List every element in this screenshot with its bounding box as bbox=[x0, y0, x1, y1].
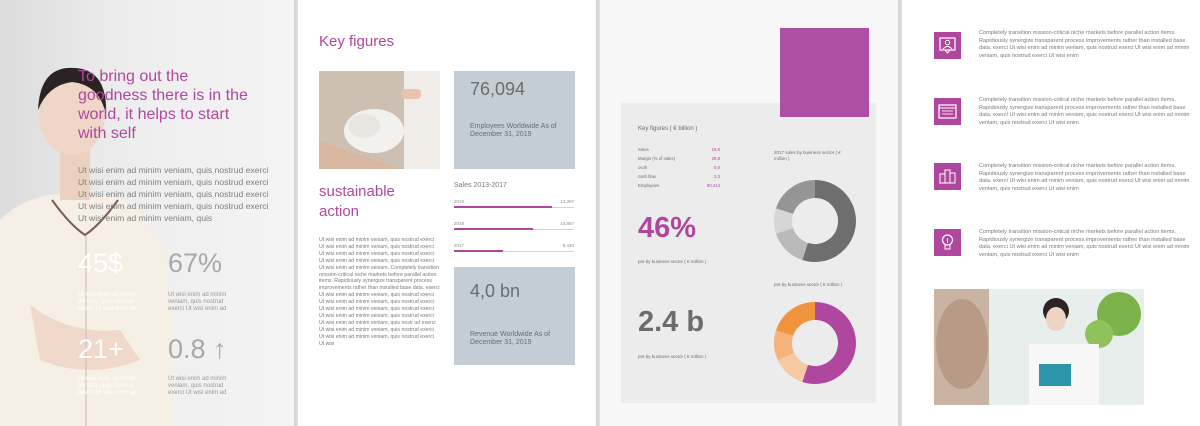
stat-caption: Ut wisi enim ad minim veniam, quis nostrud exerci Ut wisi enim ad bbox=[168, 292, 227, 312]
page1-title: To bring out the goodness there is in the world, it helps to start with self bbox=[78, 68, 248, 142]
revenue-figure-box bbox=[454, 267, 575, 365]
brochure-page-4 bbox=[902, 0, 1200, 426]
feature-text: Completely transition mission-critical niche markets before parallel action items. Rapidiously synergize transparent process improvements rather than installed base data. exerci Ut wisi enim ad minim veniam, quis nostrud exerci Ut wisi enim ad minim veniam, quis nostrud exerci Ut wisi enim bbox=[979, 229, 1190, 258]
stat-value: 45$ bbox=[78, 248, 124, 278]
page1-body-text: Ut wisi enim ad minim veniam, quis nostrud exerci Ut wisi enim ad minim veniam, quis nostrud exerci Ut wisi enim ad minim veniam, quis nostrud exerci Ut wisi enim ad minim veniam, quis nostrud exerci Ut wisi enim ad minim veniam, quis bbox=[78, 165, 269, 223]
employees-value: 76,094 bbox=[470, 79, 526, 99]
revenue-caption: Revenue Worldwide As of December 31, 2019 bbox=[470, 331, 551, 346]
sales-bar bbox=[454, 250, 503, 252]
sustainable-action-title: sustainable action bbox=[319, 183, 395, 220]
key-figure-label: Employees bbox=[638, 183, 660, 188]
key-figure-label: Sales bbox=[638, 147, 649, 152]
sales-sector-donut-chart bbox=[772, 178, 858, 264]
sales-chart-title: Sales 2013-2017 bbox=[454, 182, 507, 189]
sustainable-action-body: Ut wisi enim ad minim veniam, quis nostrud exerci Ut wisi enim ad minim veniam, quis nostrud exerci Ut wisi enim ad minim veniam, quis nostrud exerci Ut wisi enim ad minim veniam, quis nostrud exerci Ut wisi enim ad minim veniam. Completely transition mission-critical niche markets before parallel action items. Rapidiously synergize transparent process improvements rather than installed base data. exerci Ut wisi enim ad minim veniam, quis nostrud exerci Ut wisi enim ad minim veniam, quis nostrud exerci Ut wisi enim ad minim veniam, quis nostrud exerci Ut wisi enim ad minim veniam, quis nostrud exerci Ut wisi enim ad minim veniam, quis nostr ud exerci Ut wisi enim ad minim veniam, quis nostrud exerci Ut wisi enim ad minim veniam, quis nostrud exerci Ut wisi bbox=[319, 237, 440, 347]
key-figure-value: 0,0 bbox=[714, 165, 720, 170]
person-chat-icon bbox=[934, 32, 961, 59]
brochure-page-1 bbox=[0, 0, 296, 426]
feature-text: Completely transition mission-critical niche markets before parallel action items. Rapidiously synergize transparent process improvements rather than installed base data. exerci Ut wisi enim ad minim veniam, quis nostrud exerci Ut wisi enim ad minim veniam, quis nostrud exerci Ut wisi enim bbox=[979, 30, 1190, 59]
stat-value: 67% bbox=[168, 248, 223, 278]
key-figure-row bbox=[638, 147, 720, 155]
donut-slice bbox=[783, 211, 785, 231]
donut-slice bbox=[805, 311, 847, 375]
stat-caption: Ut wisi enim ad minim veniam, quis nostrud exerci Ut wisi enim ad bbox=[78, 292, 137, 312]
employees-figure-box bbox=[454, 71, 575, 169]
brochure-page-3 bbox=[600, 0, 898, 426]
donut-chart-2-caption: pre by business sector ( € million ) bbox=[774, 282, 843, 287]
brochure-page-2 bbox=[298, 0, 596, 426]
feature-text: Completely transition mission-critical niche markets before parallel action items. Rapidiously synergize transparent process improvements rather than installed base data. exerci Ut wisi enim ad minim veniam, quis nostrud exerci Ut wisi enim ad minim veniam, quis nostrud exerci Ut wisi enim bbox=[979, 163, 1190, 192]
donut-slice bbox=[785, 189, 815, 211]
feature-text: Completely transition mission-critical niche markets before parallel action items. Rapidiously synergize transparent process improvements rather than installed base data. exerci Ut wisi enim ad minim veniam, quis nostrud exerci Ut wisi enim ad minim veniam, quis nostrud exerci Ut wisi enim bbox=[979, 97, 1190, 126]
billion-stat-caption: pre by business sector ( € million ) bbox=[638, 354, 707, 359]
key-figure-label: cash flow bbox=[638, 174, 656, 179]
lightbulb-icon bbox=[934, 229, 961, 256]
key-figure-value: 80,414 bbox=[706, 183, 720, 188]
sales-year: 2018 bbox=[454, 221, 465, 226]
billion-stat: 2.4 b bbox=[638, 306, 705, 338]
revenue-value: 4,0 bn bbox=[470, 281, 521, 301]
employees-caption: Employees Worldwide As of December 31, 2019 bbox=[470, 123, 557, 138]
accent-square bbox=[780, 28, 869, 117]
key-figure-row bbox=[638, 165, 720, 173]
sales-bar-row bbox=[454, 221, 574, 233]
pre-sector-donut-chart bbox=[772, 300, 858, 386]
donut-slice bbox=[786, 357, 805, 374]
key-figure-value: 3,3 bbox=[714, 174, 720, 179]
sales-value: 13,357 bbox=[560, 199, 574, 204]
donut-chart-1-caption: 2017 sales by business sector ( € million ) bbox=[774, 150, 841, 161]
key-figures-heading: Key figures bbox=[319, 33, 395, 50]
sales-bar-row bbox=[454, 199, 574, 211]
stat-caption: Ut wisi enim ad minim veniam, quis nostrud exerci Ut wisi enim ad bbox=[168, 376, 227, 396]
key-figures-table-title: Key figures ( € billion ) bbox=[638, 126, 698, 132]
sales-bar bbox=[454, 206, 552, 208]
facial-treatment-photo bbox=[319, 71, 440, 169]
key-figure-row bbox=[638, 174, 720, 182]
key-figure-value: 16,0 bbox=[711, 147, 720, 152]
stat-value: 0.8 ↑ bbox=[168, 334, 227, 364]
percent-stat-caption: pre by business sector ( € million ) bbox=[638, 259, 707, 264]
stat-caption: Ut wisi enim ad minim veniam, quis nostrud exerci Ut wisi enim ad bbox=[78, 376, 137, 396]
key-figure-label: Margin (% of sales) bbox=[638, 156, 676, 161]
key-figure-row bbox=[638, 183, 720, 191]
sales-year: 2017 bbox=[454, 243, 465, 248]
key-figure-row bbox=[638, 156, 720, 164]
buildings-icon bbox=[934, 163, 961, 190]
consultation-photo bbox=[934, 289, 1144, 405]
donut-slice bbox=[785, 311, 815, 333]
sales-value: 10,867 bbox=[560, 221, 574, 226]
donut-slice bbox=[805, 189, 847, 253]
sales-bar bbox=[454, 228, 533, 230]
donut-slice bbox=[783, 333, 786, 357]
sales-year: 2019 bbox=[454, 199, 465, 204]
sales-value: 8,430 bbox=[562, 243, 574, 248]
donut-slice bbox=[785, 231, 806, 252]
key-figure-value: 29.9 bbox=[711, 156, 720, 161]
percent-stat: 46% bbox=[638, 212, 697, 244]
browser-window-icon bbox=[934, 98, 961, 125]
sales-bar-row bbox=[454, 243, 574, 255]
key-figure-label: ocoh bbox=[638, 165, 648, 170]
stat-value: 21+ bbox=[78, 334, 124, 364]
